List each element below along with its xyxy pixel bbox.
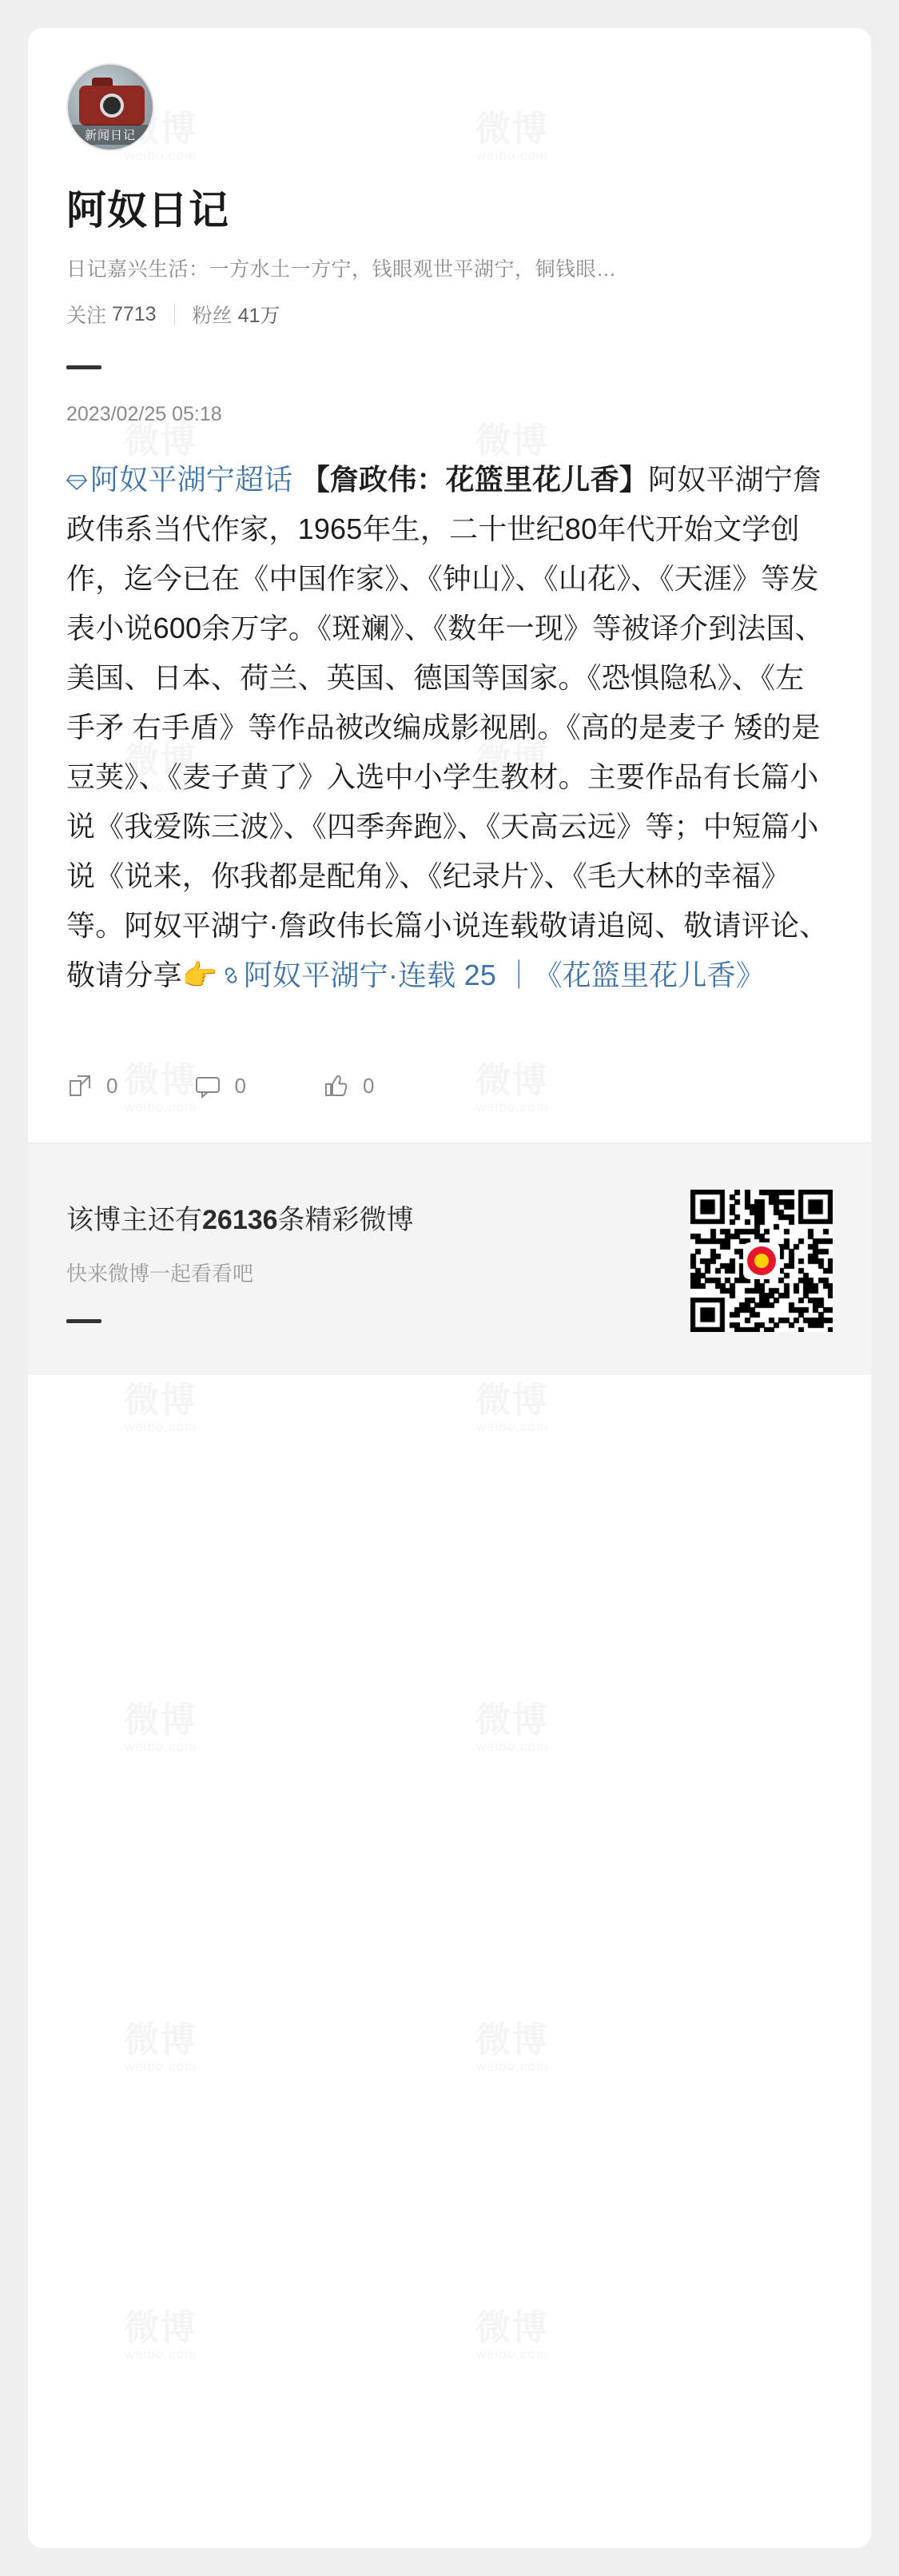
watermark <box>475 1371 549 1435</box>
camera-lens-icon <box>100 94 124 118</box>
like-button[interactable] <box>323 1072 374 1099</box>
post-content <box>28 426 871 1002</box>
footer-rule <box>66 1319 101 1323</box>
topic-diamond-icon <box>66 474 87 490</box>
footer-subtitle: 快来微博一起看看吧 <box>66 1262 254 1286</box>
footer-title-suffix: 条精彩微博 <box>277 1205 414 1235</box>
avatar-badge-label: 新闻日记 <box>68 125 153 145</box>
section-rule <box>66 365 101 369</box>
post-emoji: 👉 <box>181 959 218 991</box>
weibo-qr-code[interactable] <box>690 1190 833 1332</box>
followers-count: 41万 <box>237 305 280 327</box>
profile-bio: 日记嘉兴生活：一方水土一方宁，钱眼观世平湖宁，铜钱眼… <box>66 258 617 281</box>
watermark <box>124 2011 197 2075</box>
profile-stats <box>66 300 833 329</box>
footer-title <box>66 1198 414 1237</box>
comment-button[interactable] <box>194 1072 245 1099</box>
repost-button[interactable] <box>66 1072 117 1099</box>
comment-icon <box>194 1072 221 1099</box>
footer-text-block <box>66 1190 414 1337</box>
watermark <box>475 2299 549 2363</box>
footer-post-count: 26136 <box>202 1205 278 1235</box>
post-body: 阿奴平湖宁詹政伟系当代作家，1965年生，二十世纪80年代开始文学创作，迄今已在《中国作家》、《钟山》、《山花》、《天涯》等发表小说600余万字。《斑斓》、《数年一现》等被译介到法国、美国、日本、荷兰、英国、德国等国家。《恐惧隐私》、《左手矛 右手盾》等作品被改编成影视剧。《高的是麦子 矮的是豆荚》、《麦子黄了》入选中小学生教材。主要作品有长篇小说《我爱陈三波》、《四季奔跑》、《天高云远》等；中短篇小说《说来，你我都是配角》、《纪录片》、《毛大林的幸福》等。阿奴平湖宁·詹政伟长篇小说连载敬请追阅、敬请评论、敬请分享 <box>66 463 829 991</box>
watermark <box>124 1371 197 1435</box>
weibo-post-card <box>28 28 871 2548</box>
avatar[interactable] <box>66 63 154 151</box>
post-timestamp: 2023/02/25 05:18 <box>66 403 222 425</box>
repost-icon <box>66 1072 93 1099</box>
watermark <box>124 1691 197 1755</box>
like-icon <box>323 1072 350 1099</box>
topic-link[interactable] <box>66 463 292 496</box>
repost-count: 0 <box>106 1073 118 1098</box>
post-action-bar <box>28 1058 871 1114</box>
profile-header <box>28 28 871 426</box>
profile-nickname: 阿奴日记 <box>66 188 229 233</box>
watermark <box>124 2299 197 2363</box>
post-title: 【詹政伟：花篮里花儿香】 <box>300 463 649 496</box>
like-count: 0 <box>362 1073 375 1098</box>
article-link[interactable]: 阿奴平湖宁·连载 25 ｜《花篮里花儿香》 <box>243 959 766 991</box>
topic-text: 阿奴平湖宁超话 <box>90 463 293 496</box>
footer-promo <box>28 1143 871 1375</box>
followers-label: 粉丝 <box>192 305 233 327</box>
following-label: 关注 <box>66 305 107 327</box>
following-count: 7713 <box>111 302 157 325</box>
footer-title-prefix: 该博主还有 <box>66 1205 202 1235</box>
watermark <box>475 2011 549 2075</box>
weibo-logo-icon <box>743 1242 780 1279</box>
comment-count: 0 <box>234 1073 246 1098</box>
link-chain-icon <box>220 952 242 1002</box>
watermark <box>475 1691 549 1755</box>
stats-divider <box>174 304 175 325</box>
